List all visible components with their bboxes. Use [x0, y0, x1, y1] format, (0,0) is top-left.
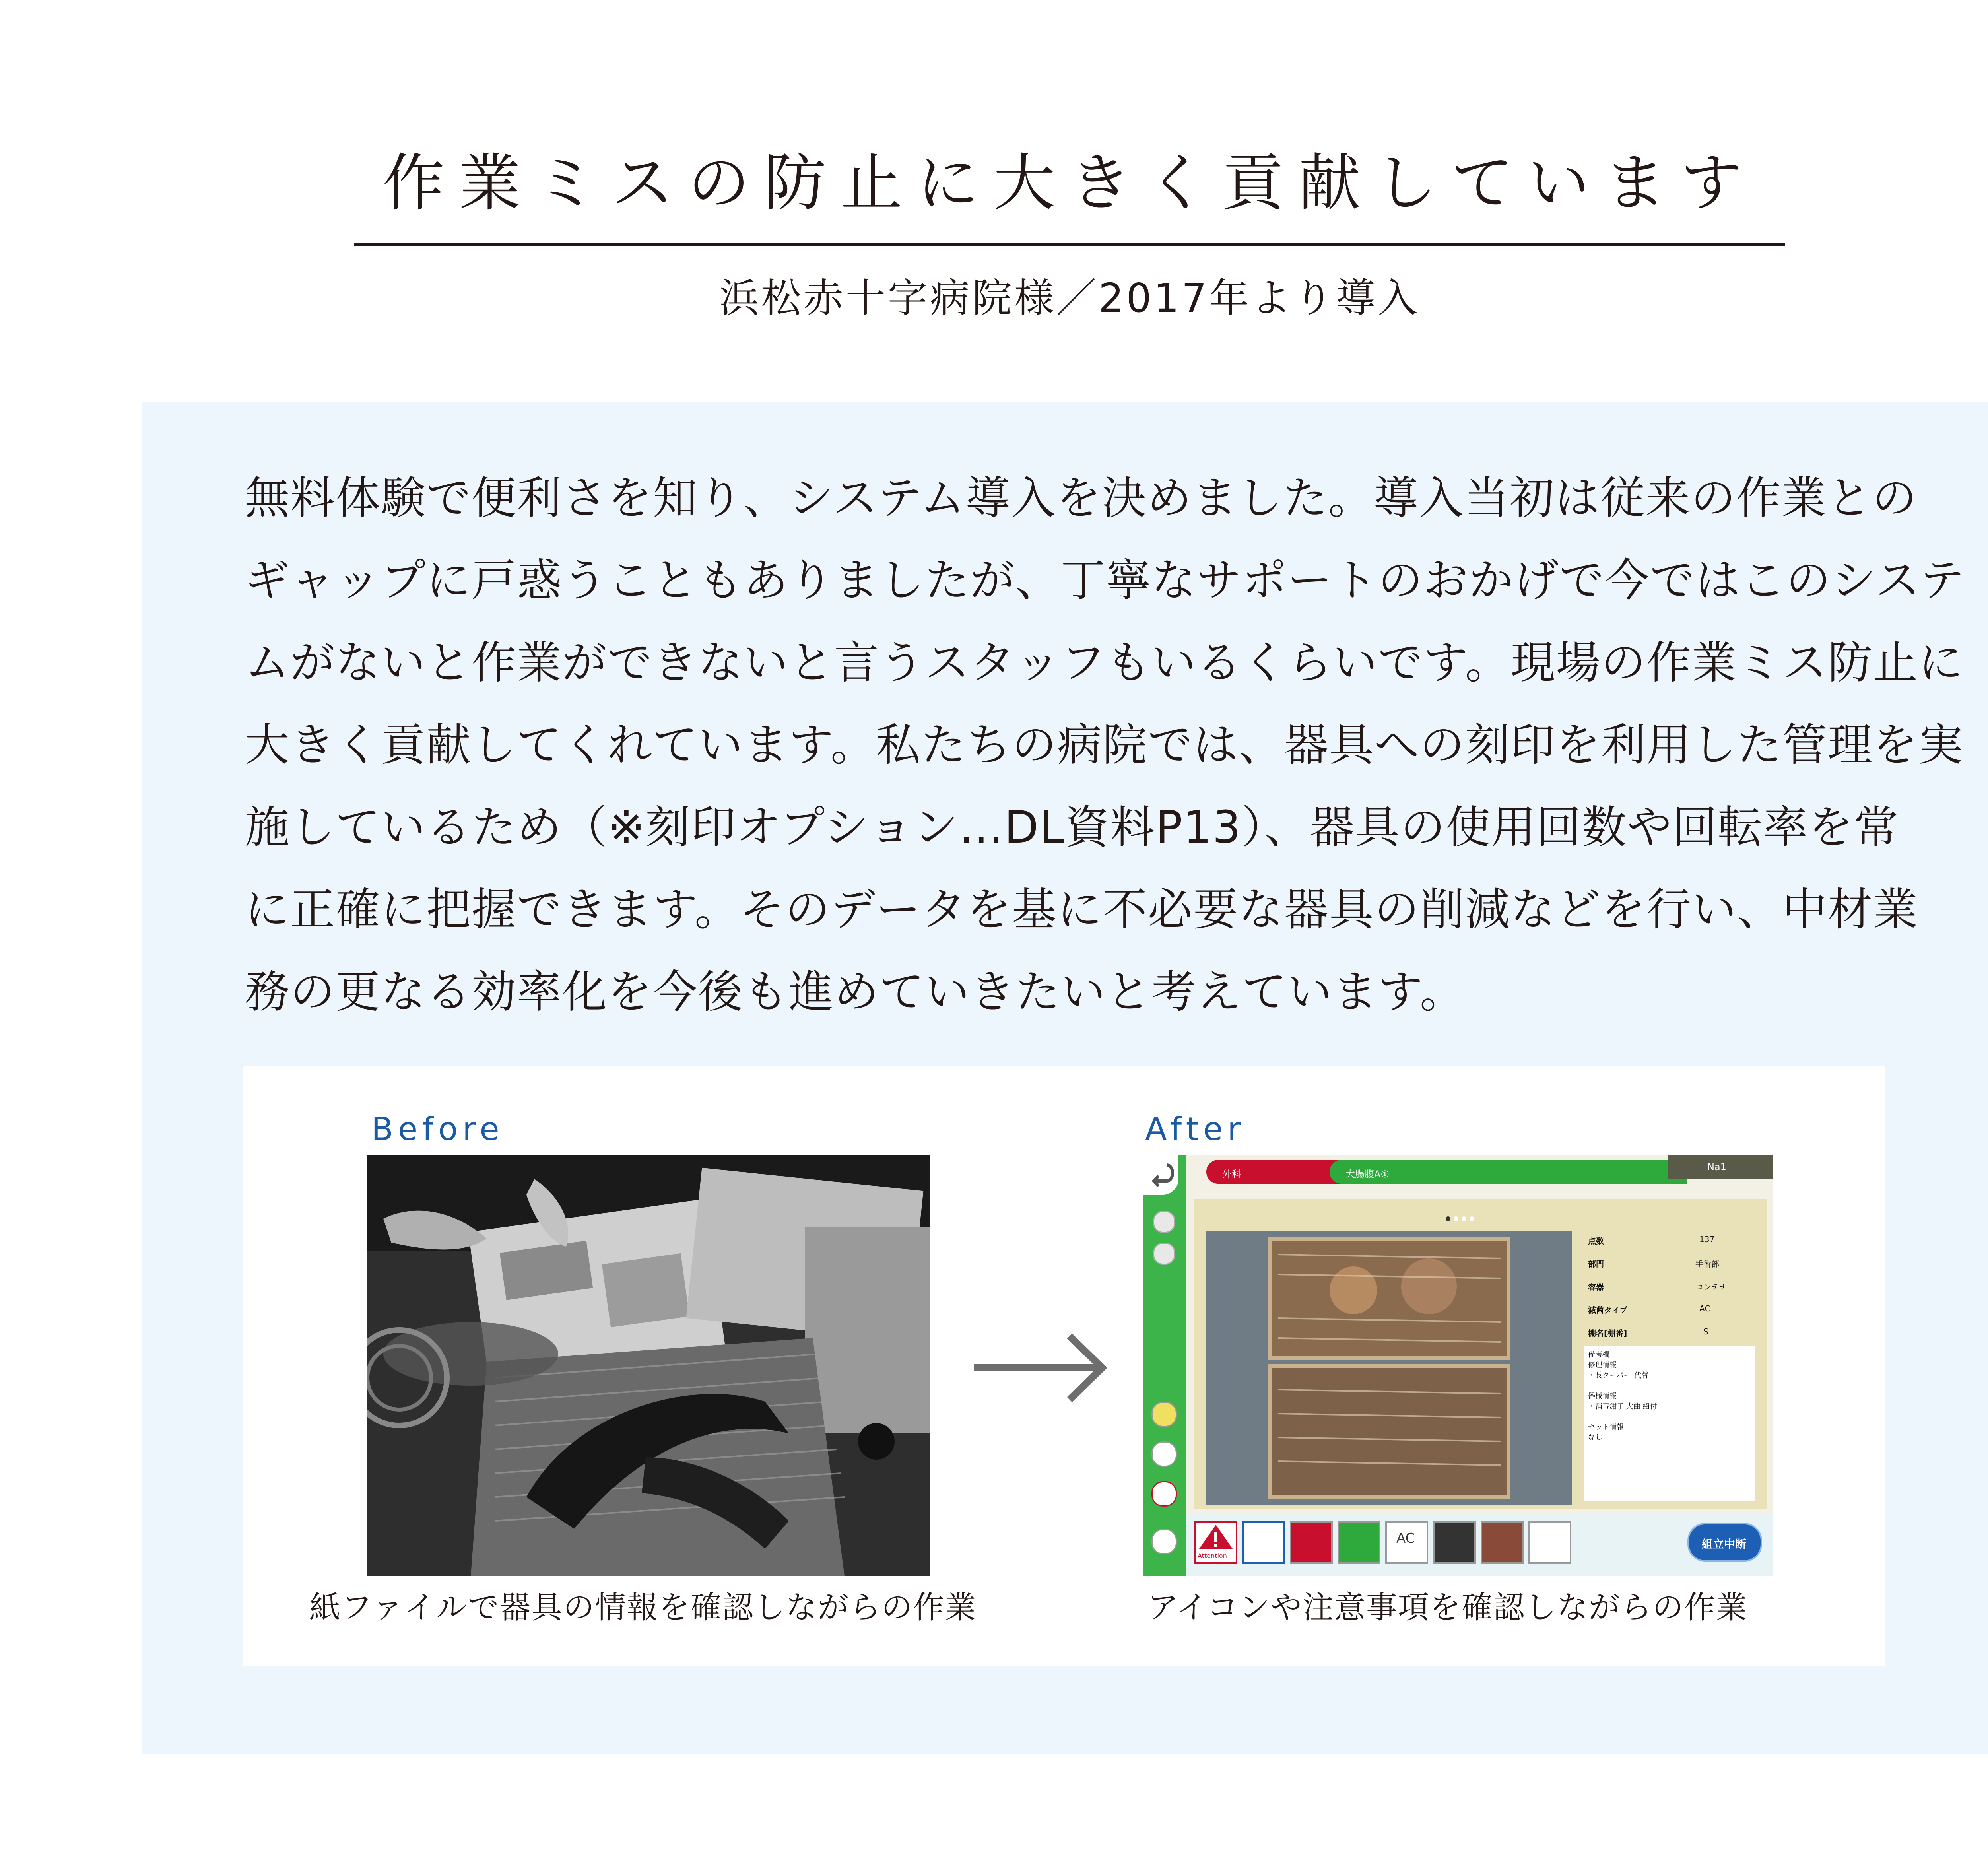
title-divider: [354, 243, 1785, 246]
before-caption: 紙ファイルで器具の情報を確認しながらの作業: [309, 1590, 977, 1625]
tab-number: Na1: [1668, 1155, 1773, 1179]
ac-icon[interactable]: AC: [1385, 1521, 1428, 1564]
tab-set-name[interactable]: 大腸腹A①: [1330, 1160, 1687, 1184]
after-app-screenshot: [1143, 1155, 1773, 1576]
no-wrap-icon[interactable]: [1290, 1521, 1333, 1564]
minus-icon[interactable]: [1153, 1211, 1175, 1233]
text-line: 大きく貢献してくれています。私たちの病院では、器具への刻印を利用した管理を実: [245, 719, 1964, 771]
page-dots: [1445, 1215, 1477, 1223]
card-icon[interactable]: [1528, 1521, 1571, 1564]
after-label: After: [1145, 1111, 1246, 1148]
page-subtitle: 浜松赤十字病院様／2017年より導入: [719, 275, 1420, 321]
text-line: 無料体験で便利さを知り、システム導入を決めました。導入当初は従来の作業との: [245, 472, 1918, 524]
search-icon[interactable]: [1151, 1441, 1177, 1467]
attention-icon[interactable]: Attention: [1194, 1521, 1237, 1564]
package-icon[interactable]: [1338, 1521, 1380, 1564]
page-title: 作業ミスの防止に大きく貢献しています: [382, 147, 1757, 219]
instrument-photo: [1206, 1231, 1572, 1505]
suspend-button[interactable]: 組立中断: [1687, 1523, 1762, 1562]
before-photo-graphic: [367, 1155, 930, 1576]
info-table: 点数 137 部門 手術部 容器 コンテナ 滅菌タイプ AC 棚名[棚番] S 備考欄 修理情報 ・長クーパー_代替_ 器械情報 ・消毒鉗子 大曲 紹付 セット情報 なし: [1580, 1231, 1759, 1505]
tool-icon[interactable]: [1481, 1521, 1524, 1564]
info-list-icon[interactable]: [1151, 1529, 1177, 1554]
tab-department[interactable]: 外科: [1206, 1160, 1357, 1184]
home-icon[interactable]: [1153, 1243, 1175, 1265]
before-label: Before: [371, 1111, 504, 1148]
text-line: 施しているため（※刻印オプション…DL資料P13）、器具の使用回数や回転率を常: [245, 802, 1899, 853]
notes-box: 備考欄 修理情報 ・長クーパー_代替_ 器械情報 ・消毒鉗子 大曲 紹付 セット情報 なし: [1584, 1346, 1755, 1501]
tools-icon[interactable]: [1151, 1402, 1177, 1427]
text-line: ギャップに戸惑うこともありましたが、丁寧なサポートのおかげで今ではこのシステ: [245, 555, 1965, 606]
tray-icon[interactable]: [1433, 1521, 1476, 1564]
back-icon: [1143, 1155, 1178, 1191]
cancel-icon[interactable]: [1151, 1481, 1177, 1507]
arrow-icon: [974, 1332, 1109, 1404]
after-caption: アイコンや注意事項を確認しながらの作業: [1147, 1590, 1748, 1625]
testimonial-text: [245, 457, 1965, 1033]
text-line: ムがないと作業ができないと言うスタッフもいるくらいです。現場の作業ミス防止に: [245, 637, 1964, 689]
process-icon[interactable]: [1242, 1521, 1285, 1564]
before-photo: [367, 1155, 930, 1576]
back-button[interactable]: [1143, 1155, 1178, 1195]
text-line: 務の更なる効率化を今後も進めていきたいと考えています。: [245, 966, 1466, 1018]
text-line: に正確に把握できます。そのデータを基に不必要な器具の削減などを行い、中材業: [245, 884, 1919, 936]
